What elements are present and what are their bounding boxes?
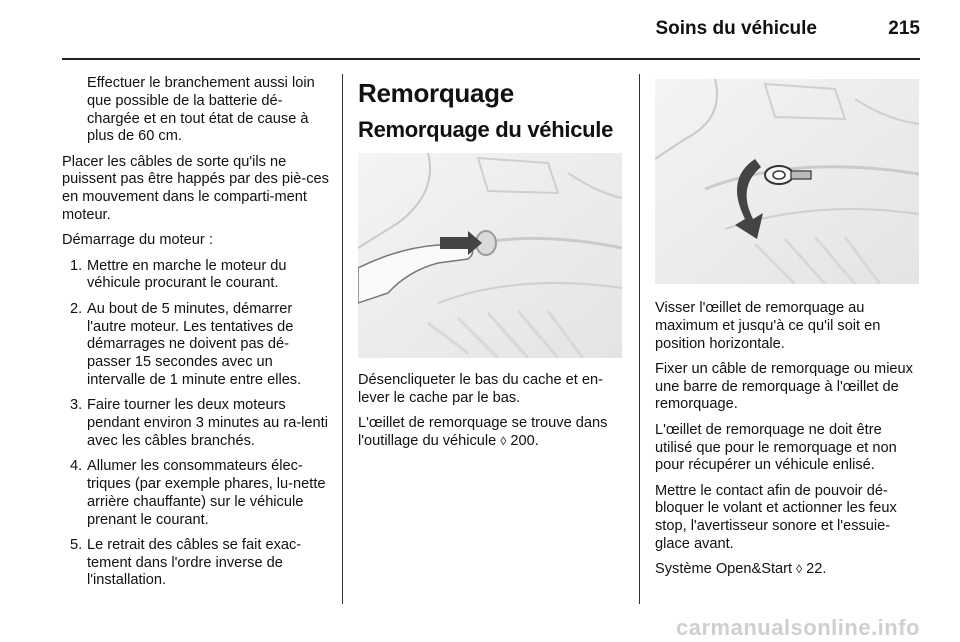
column-divider-2 (639, 74, 640, 604)
list-item: 2. Au bout de 5 minutes, démarrer l'autre moteur. Les tentatives de démarrages ne doivent pas dé-passer 15 secondes avec un intervalle de 1 minute entre elles. (70, 300, 302, 388)
cover-removal-caption: Désencliqueter le bas du cache et en-lever le cache par le bas. (358, 372, 604, 406)
section-heading: Remorquage (358, 78, 514, 108)
engine-start-label: Démarrage du moteur : (62, 232, 213, 249)
page-reference-icon: ◊ (796, 562, 803, 577)
page-reference: 22. (806, 561, 827, 578)
screw-eyelet-text: Visser l'œillet de remorquage au maximum et jusqu'à ce qu'il soit en position horizontale. (655, 300, 881, 352)
cables-placement-text: Placer les câbles de sorte qu'ils ne puissent pas être happés par des piè-ces en mouvement dans le comparti-ment moteur. (62, 153, 329, 224)
cover-removal-illustration (358, 153, 622, 358)
eyelet-usage-text: L'œillet de remorquage ne doit être utilisé que pour le remorquage et non pour récupérer un véhicule enlisé. (655, 421, 897, 474)
ignition-text: Mettre le contact afin de pouvoir dé-bloquer le volant et actionner les feux stop, l'avertisseur sonore et l'essuie-glace avant. (655, 482, 897, 553)
page-reference: 200. (510, 432, 539, 449)
eyelet-installation-illustration (655, 79, 919, 284)
page-header-title: Soins du véhicule (655, 18, 817, 39)
battery-connection-text: Effectuer le branchement aussi loin que possible de la batterie dé-chargée et en tout état de cause à plus de 60 cm. (87, 75, 315, 145)
page-reference-icon: ◊ (500, 433, 507, 448)
start-steps-list (62, 258, 332, 591)
open-start-text: Système Open&Start ◊ 22. (655, 561, 827, 578)
section-subheading: Remorquage du véhicule (358, 117, 614, 142)
list-item: 5. Le retrait des câbles se fait exac-tement dans l'ordre inverse de l'installation. (70, 536, 302, 589)
page-number: 215 (888, 18, 920, 39)
list-item: 1. Mettre en marche le moteur du véhicule procurant le courant. (70, 257, 287, 292)
attach-cable-text: Fixer un câble de remorquage ou mieux une barre de remorquage à l'œillet de remorquage. (655, 360, 913, 413)
eyelet-location-text: L'œillet de remorquage se trouve dans l'outillage du véhicule ◊ 200. (358, 415, 608, 449)
column-3 (655, 75, 920, 587)
list-item: 3. Faire tourner les deux moteurs pendant environ 3 minutes au ra-lenti avec les câbles branchés. (70, 397, 328, 449)
column-2 (358, 75, 626, 458)
column-divider-1 (342, 74, 343, 604)
watermark: carmanualsonline.info (676, 615, 920, 640)
list-item: 4. Allumer les consommateurs élec-triques (par exemple phares, lu-nette arrière chauffante) sur le véhicule prenant le courant. (70, 458, 326, 528)
header-divider (62, 58, 920, 60)
column-1 (62, 75, 332, 598)
